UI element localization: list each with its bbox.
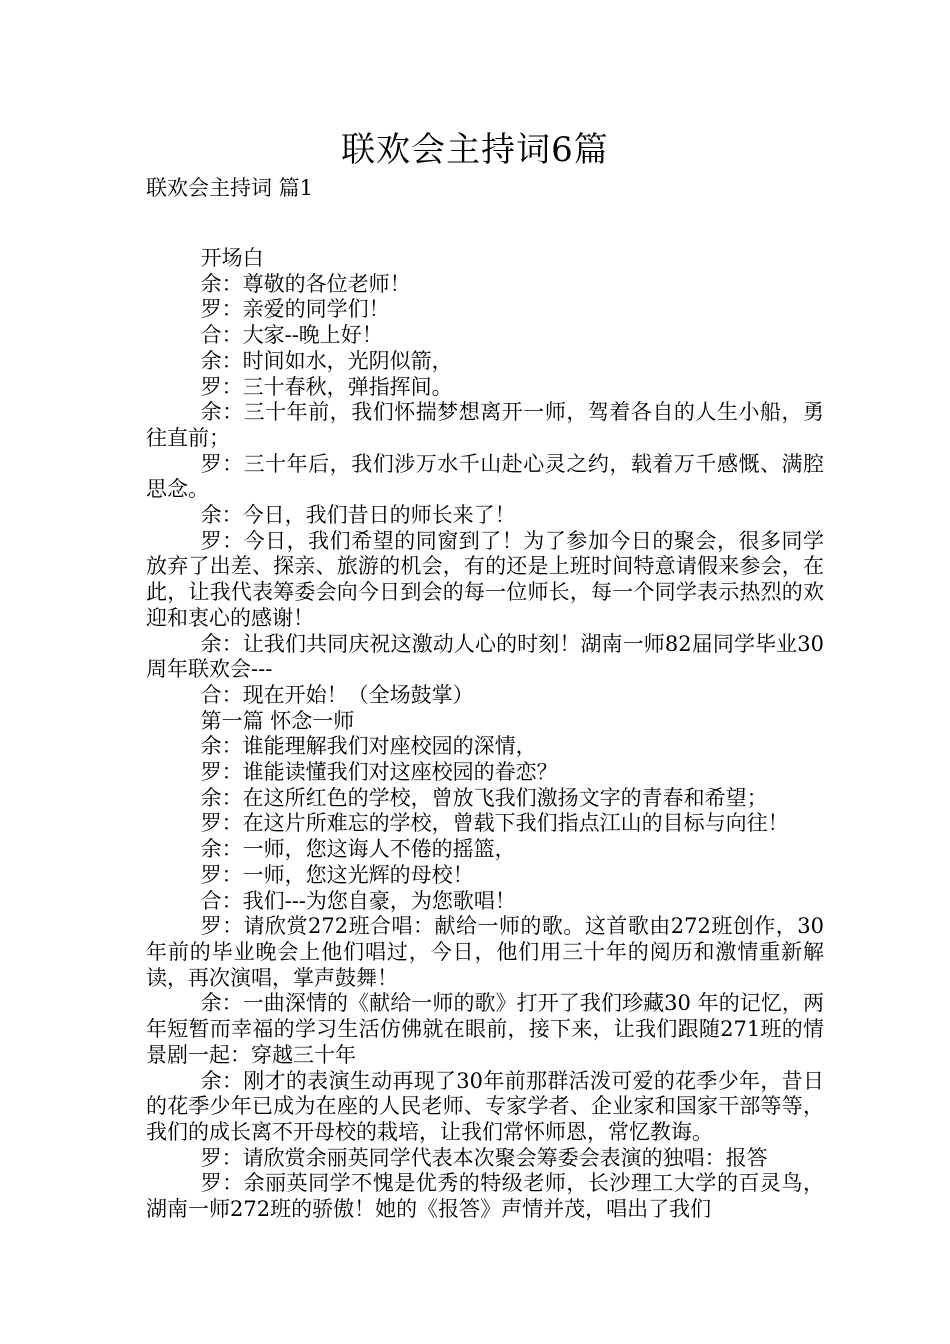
paragraph: 罗：在这片所难忘的学校，曾载下我们指点江山的目标与向往！ (200, 811, 789, 836)
paragraph: 合：现在开始！（全场鼓掌） (200, 682, 474, 707)
paragraph: 罗：余丽英同学不愧是优秀的特级老师，长沙理工大学的百灵鸟，湖南一师272班的骄傲！她的《报答》声情并茂，唱出了我们 (146, 1171, 824, 1222)
paragraph: 罗：三十年后，我们涉万水千山赴心灵之约，载着万千感慨、满腔思念。 (146, 451, 824, 502)
paragraph: 余：一师，您这诲人不倦的摇篮， (200, 837, 516, 862)
paragraph: 合：大家--晚上好！ (200, 323, 383, 348)
paragraph: 余：一曲深情的《献给一师的歌》打开了我们珍藏30 年的记忆，两年短暂而幸福的学习生活仿佛就在眼前，接下来，让我们跟随271班的情景剧一起：穿越三十年 (146, 991, 824, 1067)
paragraph: 罗：三十春秋，弹指挥间。 (200, 374, 453, 399)
paragraph: 罗：谁能读懂我们对这座校园的眷恋？ (200, 760, 558, 785)
section-heading: 第一篇 怀念一师 (200, 708, 355, 733)
paragraph: 罗：亲爱的同学们！ (200, 297, 390, 322)
paragraph: 余：今日，我们昔日的师长来了！ (200, 503, 516, 528)
paragraph: 合：我们---为您自豪，为您歌唱！ (200, 888, 516, 913)
paragraph: 余：刚才的表演生动再现了30年前那群活泼可爱的花季少年，昔日的花季少年已成为在座的人民老师、专家学者、企业家和国家干部等等，我们的成长离不开母校的栽培，让我们常怀师恩，常忆教诲。 (146, 1068, 824, 1144)
paragraph: 余：尊敬的各位老师！ (200, 271, 411, 296)
paragraph: 罗：今日，我们希望的同窗到了！为了参加今日的聚会，很多同学放弃了出差、探亲、旅游的机会，有的还是上班时间特意请假来参会，在此，让我代表筹委会向今日到会的每一位师长，每一个同学表示热烈的欢迎和衷心的感谢！ (146, 528, 824, 630)
paragraph: 余：时间如水，光阴似箭， (200, 348, 453, 373)
paragraph: 罗：请欣赏余丽英同学代表本次聚会筹委会表演的独唱：报答 (200, 1145, 768, 1170)
paragraph: 余：谁能理解我们对座校园的深情， (200, 734, 537, 759)
paragraph: 罗：请欣赏272班合唱：献给一师的歌。这首歌由272班创作，30年前的毕业晚会上他们唱过，今日，他们用三十年的阅历和激情重新解读，再次演唱，掌声鼓舞！ (146, 914, 824, 990)
paragraph: 开场白 (200, 246, 264, 270)
document-body (146, 246, 824, 1223)
paragraph: 余：三十年前，我们怀揣梦想离开一师，驾着各自的人生小船，勇往直前； (146, 400, 824, 450)
paragraph: 余：在这所红色的学校，曾放飞我们激扬文字的青春和希望； (200, 785, 768, 810)
paragraph: 罗：一师，您这光辉的母校！ (200, 862, 474, 887)
paragraph: 余：让我们共同庆祝这激动人心的时刻！湖南一师82届同学毕业30周年联欢会--- (146, 631, 824, 682)
document-title: 联欢会主持词6篇 (341, 130, 609, 170)
document-subtitle: 联欢会主持词 篇1 (146, 176, 314, 200)
